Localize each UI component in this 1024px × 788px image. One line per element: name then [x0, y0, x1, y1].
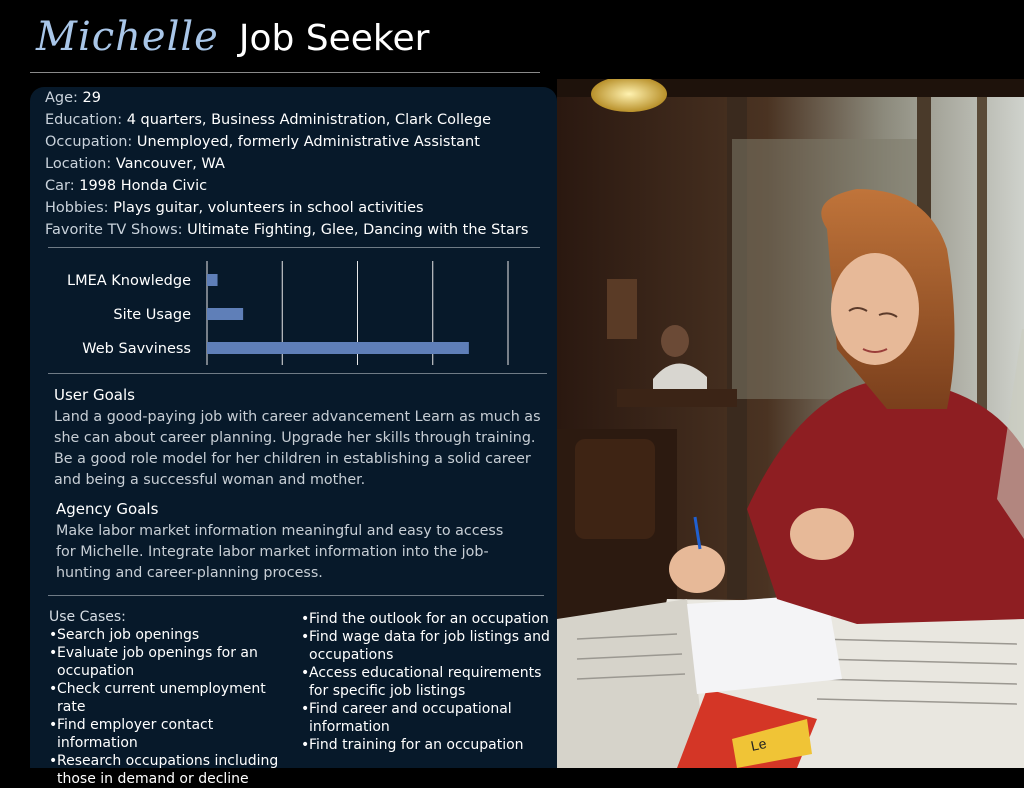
use-case-item: • Evaluate job openings for an occupation	[49, 644, 294, 680]
agency-goals-heading: Agency Goals	[56, 500, 159, 518]
persona-title	[36, 14, 429, 64]
profile-value: Ultimate Fighting, Glee, Dancing with the Stars	[187, 222, 529, 238]
profile-label: Hobbies:	[45, 200, 109, 216]
use-case-item: • Find career and occupational information	[301, 700, 553, 736]
title-divider	[30, 72, 540, 73]
profile-value: Vancouver, WA	[115, 156, 225, 172]
profile-row-hobbies	[45, 197, 555, 219]
profile-label: Favorite TV Shows:	[45, 222, 183, 238]
use-cases-left	[49, 608, 294, 788]
profile-label: Occupation:	[45, 134, 133, 150]
profile-details	[45, 87, 555, 241]
skills-bar-chart	[30, 257, 557, 367]
profile-label: Location:	[45, 156, 112, 172]
use-case-item: • Find the outlook for an occupation	[301, 610, 553, 628]
profile-label: Car:	[45, 178, 75, 194]
chart-category-label: Web Savviness	[82, 341, 191, 357]
use-cases-label: Use Cases:	[49, 609, 126, 625]
profile-label: Education:	[45, 112, 123, 128]
persona-name: Michelle	[36, 14, 219, 60]
use-case-item: • Research occupations including those in demand or decline	[49, 752, 294, 788]
user-goals-text: Land a good-paying job with career advancement Learn as much as she can about career planning. Upgrade her skills through training. Be a good role model for her children in establishing a solid career and being a successful woman and mother.	[54, 409, 541, 488]
chart-bar	[207, 274, 218, 286]
chart-bar	[207, 342, 469, 354]
chart-category-label: LMEA Knowledge	[67, 273, 191, 289]
profile-value: 4 quarters, Business Administration, Clark College	[126, 112, 492, 128]
newspaper-label: Le	[749, 735, 768, 754]
profile-row-occupation	[45, 131, 555, 153]
persona-role: Job Seeker	[238, 18, 430, 59]
photo-illustration	[557, 79, 1024, 768]
profile-row-age	[45, 87, 555, 109]
use-case-item: • Access educational requirements for specific job listings	[301, 664, 553, 700]
use-cases-right	[301, 610, 553, 754]
chart-bar	[207, 308, 243, 320]
user-goals-heading: User Goals	[54, 386, 135, 404]
profile-row-location	[45, 153, 555, 175]
profile-value: 29	[82, 90, 101, 106]
profile-label: Age:	[45, 90, 78, 106]
divider	[48, 595, 544, 596]
divider	[48, 373, 547, 374]
use-case-item: • Find training for an occupation	[301, 736, 553, 754]
agency-goals-text: Make labor market information meaningful and easy to access for Michelle. Integrate labor market information into the job-hunting and career-planning process.	[56, 523, 504, 581]
profile-value: 1998 Honda Civic	[79, 178, 208, 194]
use-case-item: • Search job openings	[49, 626, 294, 644]
profile-row-car	[45, 175, 555, 197]
chart-category-label: Site Usage	[113, 307, 191, 323]
divider	[48, 247, 540, 248]
use-case-item: • Check current unemployment rate	[49, 680, 294, 716]
profile-row-tv-shows	[45, 219, 555, 241]
profile-value: Unemployed, formerly Administrative Assistant	[136, 134, 480, 150]
profile-row-education	[45, 109, 555, 131]
persona-photo	[557, 79, 1024, 768]
persona-panel	[30, 87, 557, 787]
use-case-item: • Find wage data for job listings and occupations	[301, 628, 553, 664]
profile-value: Plays guitar, volunteers in school activities	[113, 200, 424, 216]
use-case-item: • Find employer contact information	[49, 716, 294, 752]
